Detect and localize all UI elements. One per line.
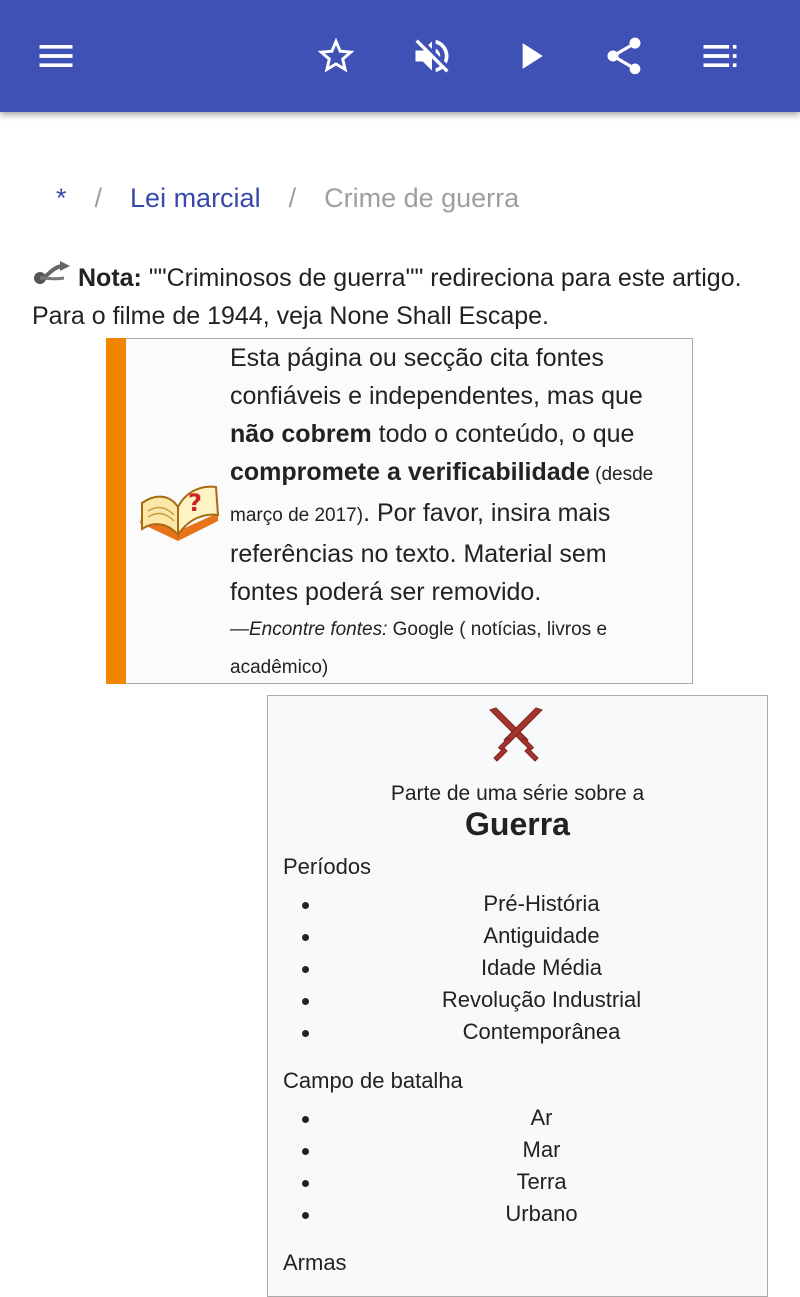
notice-box xyxy=(106,338,693,684)
periods-list xyxy=(268,888,767,1048)
list-item[interactable]: Revolução Industrial xyxy=(268,984,767,1016)
notice-text-part: . Por favor, insira mais referências no texto. Material sem fontes poderá ser removido. xyxy=(230,499,611,606)
breadcrumb xyxy=(56,180,519,216)
notice-text-part: Esta página ou secção cita fontes confiáveis e independentes, mas que xyxy=(230,344,643,410)
note-text: ""Criminosos de guerra"" redireciona para este artigo. Para o filme de 1944, veja None Shall Escape. xyxy=(32,264,742,330)
volume-off-icon xyxy=(410,34,454,78)
battlefield-list xyxy=(268,1102,767,1230)
favorite-button[interactable] xyxy=(306,26,366,86)
list-item[interactable]: Ar xyxy=(268,1102,767,1134)
crossed-swords-icon xyxy=(486,706,546,766)
list-item[interactable]: Urbano xyxy=(268,1198,767,1230)
section-heading: Períodos xyxy=(283,854,372,879)
list-item[interactable]: Contemporânea xyxy=(268,1016,767,1048)
menu-button[interactable] xyxy=(26,26,86,86)
notice-text-part: todo o conteúdo, o que xyxy=(371,420,635,448)
redirect-icon xyxy=(32,258,74,288)
notice-bold-part: compromete a verificabilidade xyxy=(230,458,590,486)
play-button[interactable] xyxy=(500,26,560,86)
share-button[interactable] xyxy=(594,26,654,86)
svg-text:?: ? xyxy=(188,489,202,517)
notice-date: (desde março de 2017) xyxy=(230,464,654,526)
app-toolbar xyxy=(0,0,800,112)
hatnote xyxy=(32,258,772,335)
attrib-dash: — xyxy=(230,619,249,640)
mute-button[interactable] xyxy=(402,26,462,86)
notice-text xyxy=(230,339,670,687)
breadcrumb-current: Crime de guerra xyxy=(324,183,520,213)
section-heading: Campo de batalha xyxy=(283,1068,463,1093)
book-question-icon xyxy=(136,473,224,545)
section-heading: Armas xyxy=(283,1250,347,1275)
menu-icon xyxy=(34,34,78,78)
breadcrumb-root-link[interactable]: * xyxy=(56,183,67,213)
find-sources xyxy=(230,611,670,687)
breadcrumb-separator: / xyxy=(288,183,297,213)
list-icon xyxy=(698,34,742,78)
series-infobox xyxy=(267,695,768,1297)
breadcrumb-separator: / xyxy=(94,183,103,213)
share-icon xyxy=(602,34,646,78)
star-outline-icon xyxy=(314,34,358,78)
list-item[interactable]: Mar xyxy=(268,1134,767,1166)
notice-stripe xyxy=(106,338,126,684)
infobox-above: Parte de uma série sobre a xyxy=(390,782,645,805)
find-sources-label: Encontre fontes: xyxy=(249,619,388,640)
breadcrumb-parent-link[interactable]: Lei marcial xyxy=(130,183,261,213)
contents-button[interactable] xyxy=(690,26,750,86)
list-item[interactable]: Terra xyxy=(268,1166,767,1198)
list-item[interactable]: Pré-História xyxy=(268,888,767,920)
list-item[interactable]: Antiguidade xyxy=(268,920,767,952)
find-sources-links[interactable]: Google ( notícias, livros e acadêmico) xyxy=(230,619,608,678)
note-label: Nota: xyxy=(78,264,142,292)
notice-bold-part: não cobrem xyxy=(230,420,372,448)
infobox-title: Guerra xyxy=(465,806,570,842)
list-item[interactable]: Idade Média xyxy=(268,952,767,984)
play-icon xyxy=(508,34,552,78)
